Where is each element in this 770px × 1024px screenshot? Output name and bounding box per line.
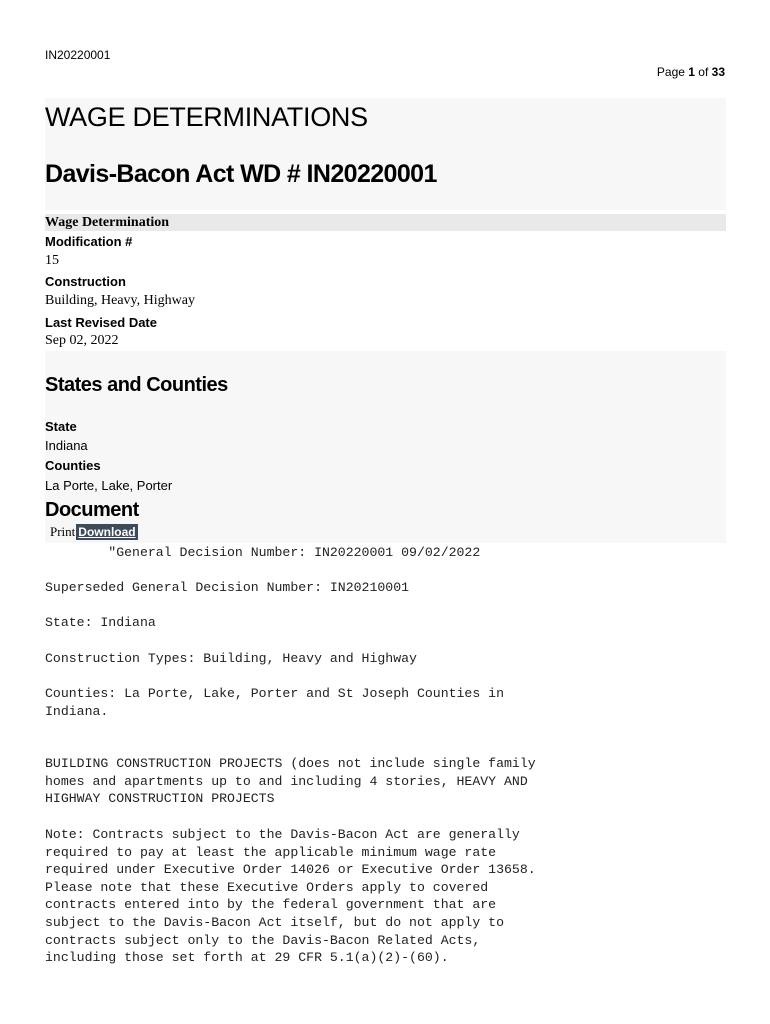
counties-value: La Porte, Lake, Porter	[45, 478, 173, 493]
revised-date-value: Sep 02, 2022	[45, 333, 119, 348]
doc-para-note: Note: Contracts subject to the Davis-Bacon Act are generally required to pay at least the applicable minimum wage rate required under Executive Order 14026 or Executive Order 13658. Please note that these Executive Orders apply to covered contracts entered into by the federal government that are subject to the Davis-Bacon Act itself, but do not apply to contracts subject only to the Davis-Bacon Related Acts, including those set forth at 29 CFR 5.1(a)(2)-(60).	[45, 827, 536, 966]
modification-label: Modification #	[45, 234, 133, 249]
download-button[interactable]: Download	[78, 525, 136, 539]
doc-line-decision: "General Decision Number: IN20220001 09/02/2022	[45, 545, 481, 560]
revised-date-label: Last Revised Date	[45, 315, 157, 330]
document-actions	[50, 524, 138, 540]
construction-label: Construction	[45, 274, 126, 289]
document-id: IN20220001	[45, 48, 111, 62]
state-value: Indiana	[45, 438, 88, 453]
doc-para-counties: Counties: La Porte, Lake, Porter and St Joseph Counties in Indiana.	[45, 686, 504, 719]
page-number	[657, 65, 725, 79]
page-prefix: Page	[656, 65, 689, 79]
doc-line-state: State: Indiana	[45, 615, 156, 630]
document-heading: Document	[45, 499, 139, 521]
page-of: of	[694, 65, 712, 79]
construction-value: Building, Heavy, Highway	[45, 293, 195, 308]
print-link[interactable]: Print	[50, 524, 76, 539]
wage-determination-label: Wage Determination	[45, 214, 726, 231]
doc-line-superseded: Superseded General Decision Number: IN20210001	[45, 580, 410, 595]
page-title: WAGE DETERMINATIONS	[45, 102, 368, 132]
modification-value: 15	[45, 253, 59, 268]
page-current: 1	[688, 65, 695, 79]
act-title: Davis-Bacon Act WD # IN20220001	[45, 160, 437, 188]
doc-line-construction: Construction Types: Building, Heavy and Highway	[45, 651, 417, 666]
page-total: 33	[711, 65, 725, 79]
state-label: State	[45, 419, 77, 434]
doc-para-building: BUILDING CONSTRUCTION PROJECTS (does not include single family homes and apartments up to and including 4 stories, HEAVY AND HIGHWAY CONSTRUCTION PROJECTS	[45, 756, 536, 807]
counties-label: Counties	[45, 458, 101, 473]
states-heading: States and Counties	[45, 374, 228, 396]
